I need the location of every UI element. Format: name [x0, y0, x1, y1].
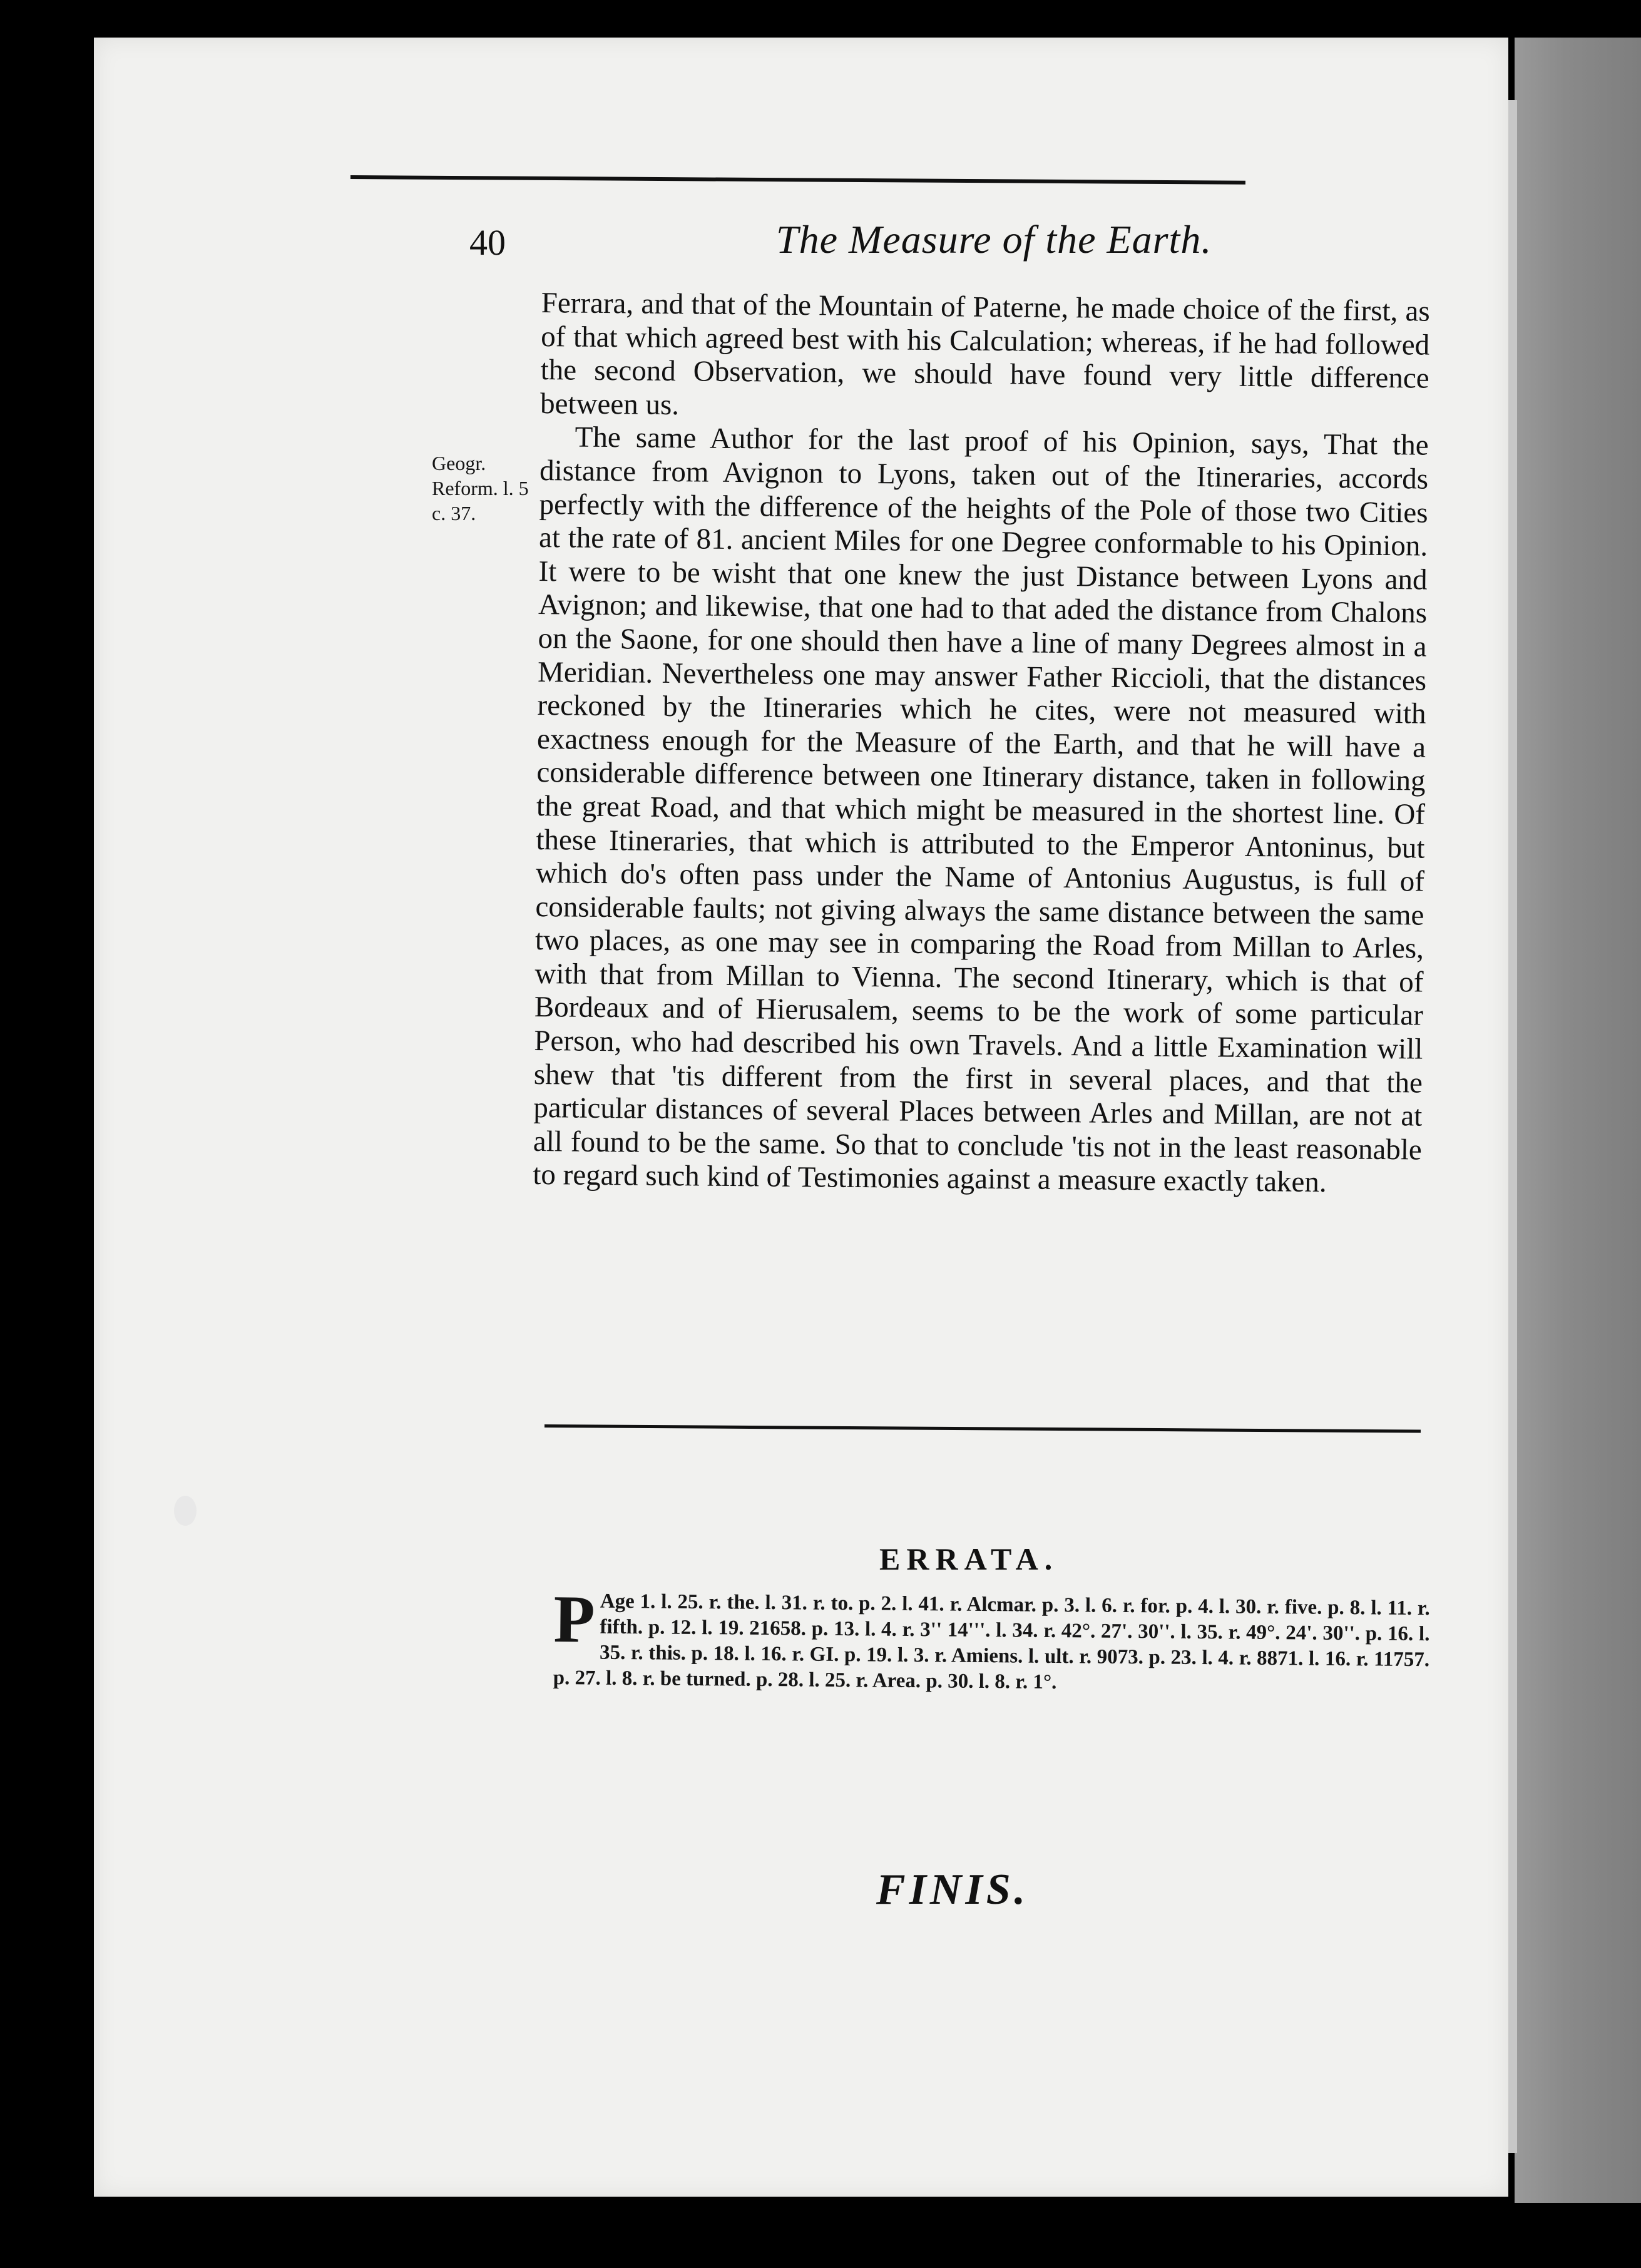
- errata-heading: ERRATA.: [879, 1541, 1059, 1576]
- paragraph: The same Author for the last proof of his Opinion, says, That the distance from Avignon to Lyons, taken out of the Itineraries, accords perfectly with the difference of the heights of the Pole of those two Cities at the rate of 81. ancient Miles for one Degree conformable to his Opinion. It were to be wisht that one knew the just Distance between Lyons and Avignon; and likewise, that one had to that aded the distance from Chalons on the Saone, for one should then have a line of many Degrees almost in a Meridian. Nevertheless one may answer Father Riccioli, that the distances reckoned by the Itineraries which he cites, were not measured with exactness enough for the Measure of the Earth, and that he will have a considerable difference between one Itinerary distance, taken in following the great Road, and that which might be measured in the shortest line. Of these Itineraries, that which is attributed to the Emperor Antoninus, but which do's often pass under the Name of Antonius Augustus, is full of considerable faults; not giving always the same distance between the same two places, as one may see in comparing the Road from Millan to Arles, with that from Millan to Vienna. The second Itinerary, which is that of Bordeaux and of Hierusalem, seems to be the work of some particular Person, who had described his own Travels. And a little Examination will shew that 'tis different from the first in several places, and that the particular distances of several Places between Arles and Millan, are not at all found to be the same. So that to conclude 'tis not in the least reasonable to regard such kind of Testimonies against a measure exactly taken.: [533, 421, 1429, 1199]
- finis-label: FINIS.: [876, 1866, 1030, 1914]
- running-title: The Measure of the Earth.: [776, 217, 1212, 262]
- errata-dropcap: P: [553, 1582, 596, 1657]
- page-number: 40: [469, 222, 506, 263]
- paragraph: Ferrara, and that of the Mountain of Paterne, he made choice of the first, as of that which agreed best with his Calculation; whereas, if he had followed the second Observation, we should have found very little difference between us.: [539, 287, 1430, 421]
- errata-entries: Age 1. l. 25. r. the. l. 31. r. to. p. 2. l. 41. r. Alcmar. p. 3. l. 6. r. for. p. 4. l. 30. r. five. p. 8. l. 11. r. fifth. p. 12. l. 19. 21658. p. 13. l. 4. r. 3'' 14'''. l. 34. r. 42°. 27'. 30''. l. 35. r. 49°. 24'. 30''. p. 16. l. 35. r. this. p. 18. l. 16. r. GI. p. 19. l. 3. r. Amiens. l. ult. r. 9073. p. 23. l. 4. r. 8871. l. 16. r. 11757. p. 27. l. 8. r. be turned. p. 28. l. 25. r. Area. p. 30. l. 8. r. 1°.: [553, 1590, 1430, 1694]
- running-head: [469, 208, 1245, 277]
- paper-speck: [174, 1496, 197, 1526]
- scan-background-right: [1515, 38, 1641, 2203]
- body-text: [533, 287, 1430, 1201]
- margin-citation: Geogr. Reform. l. 5 c. 37.: [432, 452, 529, 524]
- errata-list: [553, 1582, 1430, 1698]
